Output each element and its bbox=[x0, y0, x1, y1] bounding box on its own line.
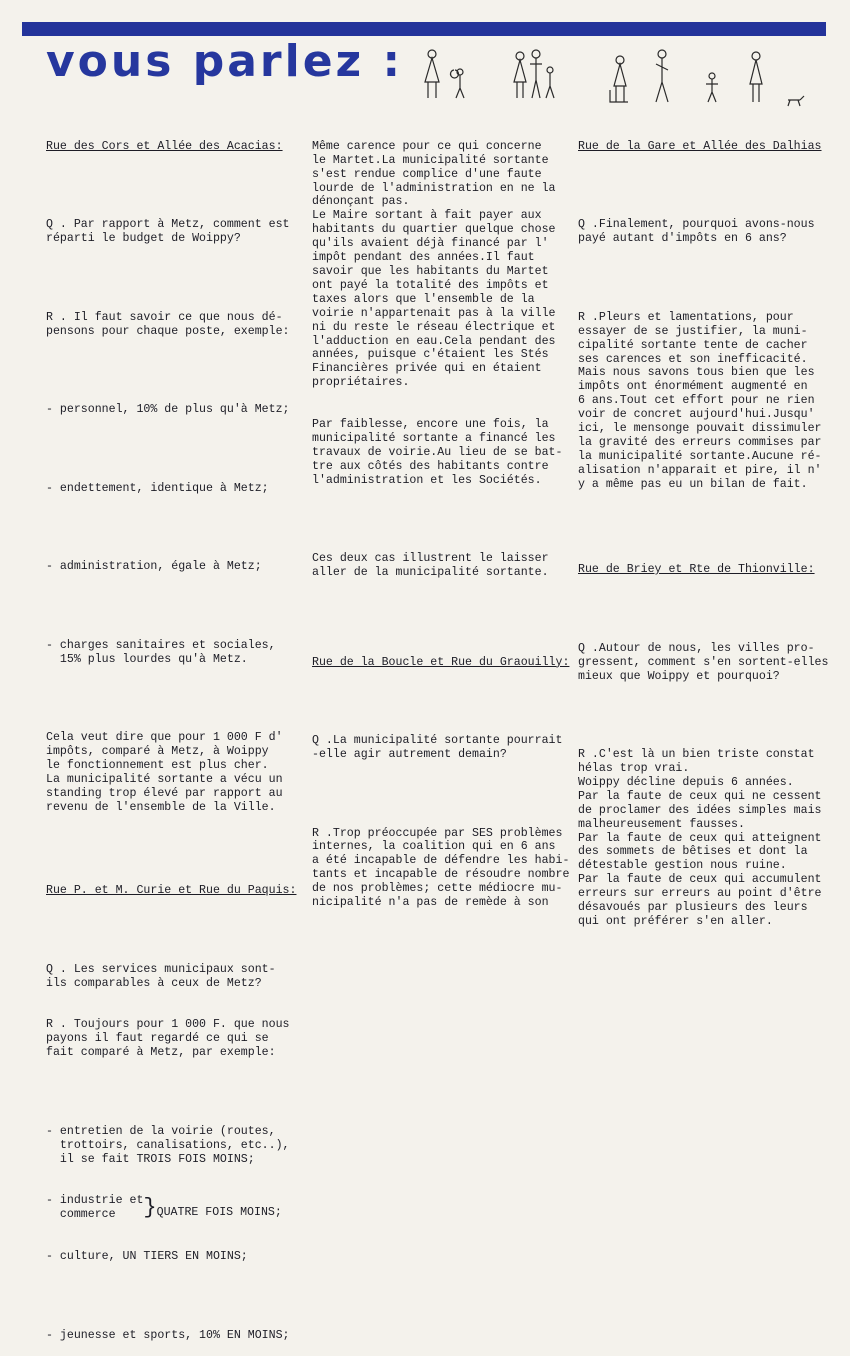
section-heading-gare-dalhias: Rue de la Gare et Allée des Dalhias bbox=[578, 139, 822, 153]
answer-demain: R .Trop préoccupée par SES problèmes internes, la coalition qui en 6 ans a été incapable de défendre les habi- tants et incapable de résoudre nombre de nos problèmes; cette médiocre mu- nicipalité n'a pas de remède à son bbox=[312, 826, 570, 910]
answer-budget-intro: R . Il faut savoir ce que nous dé- pensons pour chaque poste, exemple: bbox=[46, 310, 290, 338]
paragraph-laisser-aller: Ces deux cas illustrent le laisser aller de la municipalité sortante. bbox=[312, 552, 549, 579]
question-villes: Q .Autour de nous, les villes pro- gressent, comment s'en sortent-elles mieux que Woippy et pourquoi? bbox=[578, 641, 829, 683]
question-impots: Q .Finalement, pourquoi avons-nous payé autant d'impôts en 6 ans? bbox=[578, 218, 815, 246]
bullet-charges: - charges sanitaires et sociales, 15% plus lourdes qu'à Metz. bbox=[46, 638, 276, 666]
answer-services-intro: R . Toujours pour 1 000 F. que nous payons il faut regardé ce qui se fait comparé à Metz, par exemple: bbox=[46, 1018, 290, 1060]
bullet-industrie: - industrie et commerce bbox=[46, 1194, 144, 1222]
answer-villes: R .C'est là un bien triste constat hélas trop vrai. Woippy décline depuis 6 années. Par la faute de ceux qui ne cessent de proclamer des idées simples mais malheureusement fausses. Par la faute de ceux qui atteignent des sommets de bêtises et dont la détestable gestion nous ruine. Par la faute de ceux qui accumulent erreurs sur erreurs au point d'être désavoués par plusieurs des leurs qui ont préférer s'en aller. bbox=[578, 748, 822, 928]
people-illustration bbox=[410, 46, 820, 114]
bullet-voirie: - entretien de la voirie (routes, trottoirs, canalisations, etc..), il se fait TROIS FOIS MOINS; bbox=[46, 1124, 290, 1166]
bullet-culture: - culture, UN TIERS EN MOINS; bbox=[46, 1249, 248, 1263]
section-heading-curie-paquis: Rue P. et M. Curie et Rue du Paquis: bbox=[46, 884, 297, 898]
section-heading-briey-thionville: Rue de Briey et Rte de Thionville: bbox=[578, 563, 815, 577]
bullet-endettement: - endettement, identique à Metz; bbox=[46, 481, 269, 495]
paragraph-voirie: Par faiblesse, encore une fois, la municipalité sortante a financé les travaux de voirie.Au lieu de se bat- tre aux côtés des habitants contre l'administration et les Sociétés. bbox=[312, 417, 563, 487]
column-right bbox=[578, 112, 828, 943]
column-left bbox=[46, 112, 296, 1356]
bullet-personnel: - personnel, 10% de plus qu'à Metz; bbox=[46, 403, 290, 417]
bullet-administration: - administration, égale à Metz; bbox=[46, 560, 262, 574]
column-middle bbox=[312, 112, 569, 924]
answer-impots: R .Pleurs et lamentations, pour essayer de se justifier, la muni- cipalité sortante tente de cacher ses carences et son inefficacité. Mais nous savons tous bien que les impôts ont énormément augmenté en 6 ans.Tout cet effort pour ne rien voir de concret aujourd'hui.Jusqu' ici, le mensonge pouvait dissimuler la gravité des erreurs commises par la municipalité sortante.Aucune ré- alisation n'apparait et pire, il n' y a même pas eu un bilan de fait. bbox=[578, 310, 822, 491]
page-title: vous parlez : bbox=[46, 36, 404, 87]
paragraph-martet: Même carence pour ce qui concerne le Martet.La municipalité sortante s'est rendue complice d'une faute lourde de l'administration en ne la dénonçant pas. Le Maire sortant à fait payer aux habitants du quartier quelque chose qu'ils avaient déjà financé par l' impôt pendant des années.Il faut savoir que les habitants du Martet ont payé la totalité des impôts et taxes alors que l'ensemble de la voirie n'appartenait pas à la ville ni du reste le réseau électrique et l'adduction en eau.Cela pendant des années, puisque c'étaient les Stés Financières privée qui en étaient propriétaires. bbox=[312, 139, 556, 390]
paragraph-conclusion: Cela veut dire que pour 1 000 F d' impôts, comparé à Metz, à Woippy le fonctionnement est plus cher. La municipalité sortante a vécu un standing trop élevé par rapport au revenu de l'ensemble de la Ville. bbox=[46, 731, 283, 814]
header-bar bbox=[22, 22, 826, 36]
brace-symbol: } bbox=[143, 1195, 157, 1221]
question-demain: Q .La municipalité sortante pourrait -elle agir autrement demain? bbox=[312, 734, 563, 761]
question-services: Q . Les services municipaux sont- ils comparables à ceux de Metz? bbox=[46, 962, 276, 990]
bullet-jeunesse: - jeunesse et sports, 10% EN MOINS; bbox=[46, 1328, 290, 1342]
bullet-industrie-tail: QUATRE FOIS MOINS; bbox=[156, 1206, 282, 1220]
question-budget: Q . Par rapport à Metz, comment est réparti le budget de Woippy? bbox=[46, 218, 290, 246]
section-heading-boucle-graouilly: Rue de la Boucle et Rue du Graouilly: bbox=[312, 655, 570, 669]
section-heading-cors-acacias: Rue des Cors et Allée des Acacias: bbox=[46, 139, 283, 153]
